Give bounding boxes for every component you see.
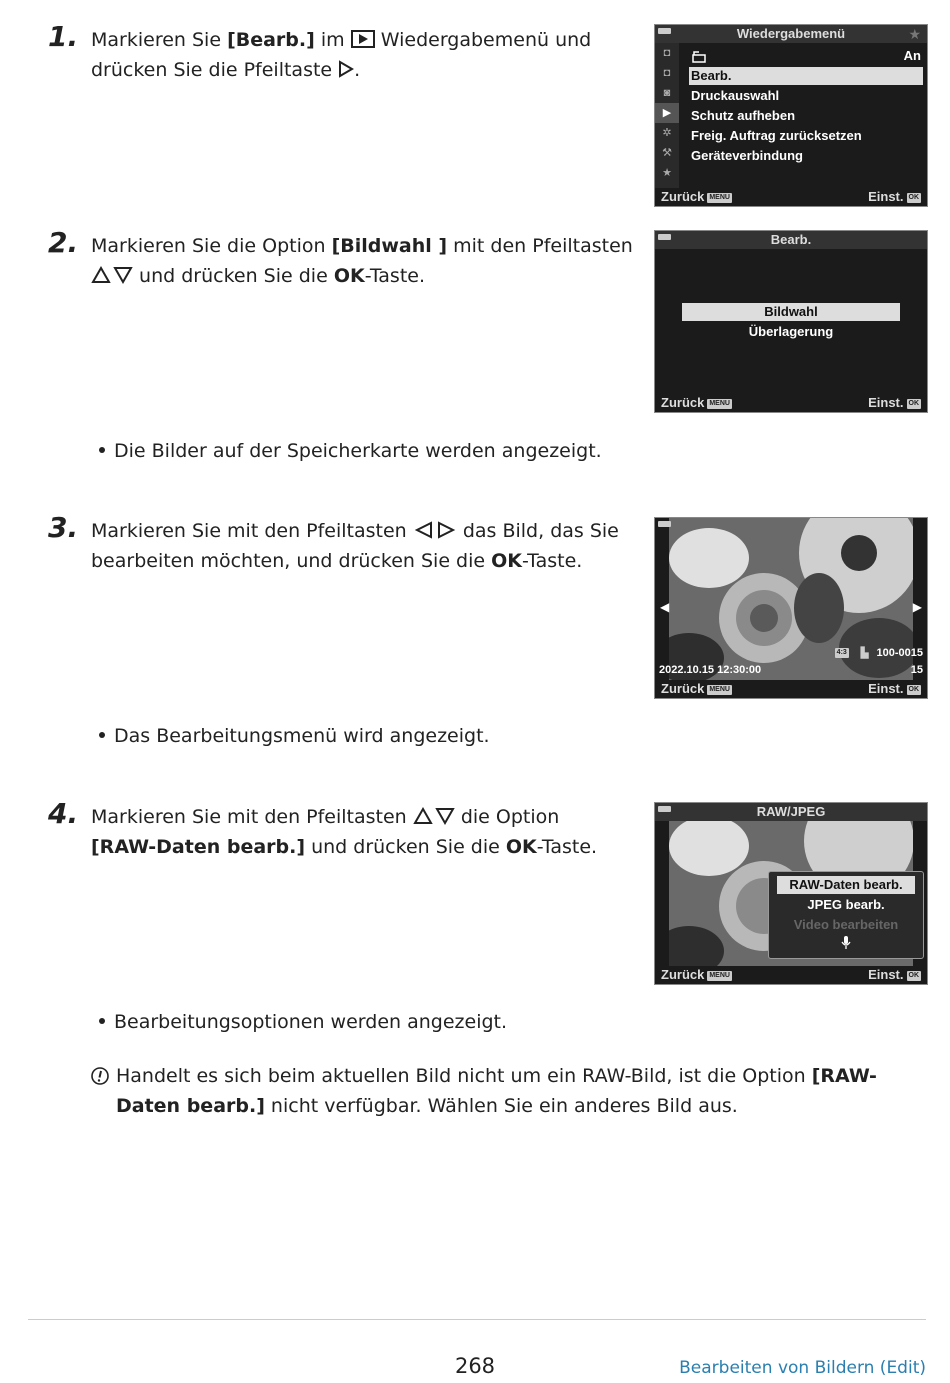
- set-label: [868, 189, 921, 204]
- bullet-2-text: Das Bearbeitungsmenü wird angezeigt.: [114, 725, 490, 747]
- bullet-1: [99, 436, 602, 466]
- step-2-text: [91, 231, 636, 291]
- step-4-number: 4.: [48, 797, 79, 830]
- page-number: 268: [454, 1354, 496, 1378]
- raw-jpeg-screen: [654, 802, 928, 985]
- step-3-number: 3.: [48, 511, 79, 544]
- screen-title: Wiedergabemenü: [655, 25, 927, 43]
- step-3-ok: OK: [491, 550, 522, 572]
- edit-menu-screen: [654, 230, 928, 413]
- step-4-part: Markieren Sie mit den Pfeiltasten: [91, 806, 413, 828]
- rotate-item[interactable]: [689, 47, 923, 65]
- step-1-text: [91, 25, 636, 85]
- caution-text: [116, 1061, 891, 1121]
- step-4-part: und drücken Sie die: [305, 836, 506, 858]
- step-4-part: die Option: [454, 806, 560, 828]
- set-text: Einst.: [868, 395, 904, 410]
- note-raw: [RAW-Daten bearb.]: [116, 1065, 877, 1117]
- aspect-ratio-badge: 4:3: [836, 649, 847, 657]
- shooting-menu-2-icon: ◘: [663, 67, 671, 79]
- step-3-part: -Taste.: [522, 550, 583, 572]
- bullet-dot: [99, 1018, 105, 1024]
- battery-icon: [658, 234, 671, 240]
- back-text: Zurück: [661, 189, 705, 204]
- file-number: 100-0015: [876, 647, 923, 659]
- step-1-part: Wiedergabemenü und drücken Sie die Pfeiltaste: [91, 29, 592, 81]
- step-2-part: Markieren Sie die Option: [91, 235, 332, 257]
- arrow-up-down-icon: [91, 266, 133, 284]
- set-text: Einst.: [868, 189, 904, 204]
- step-2-part: -Taste.: [364, 265, 425, 287]
- image-select-screen: [654, 517, 928, 699]
- file-info: [832, 647, 923, 659]
- menu-tag: MENU: [709, 399, 730, 407]
- set-label: [868, 681, 921, 696]
- my-menu-icon: ★: [662, 167, 672, 179]
- screen-title: Bearb.: [655, 231, 927, 249]
- menu-item-video-edit: Video bearbeiten: [793, 917, 899, 932]
- screen-title: RAW/JPEG: [655, 803, 927, 821]
- menu-item-raw-edit[interactable]: RAW-Daten bearb.: [777, 876, 915, 894]
- set-text: Einst.: [868, 967, 904, 982]
- battery-icon: [658, 28, 671, 34]
- ok-tag: OK: [908, 971, 919, 979]
- edit-popup: [768, 871, 924, 959]
- bullet-1-text: Die Bilder auf der Speicherkarte werden angezeigt.: [114, 440, 602, 462]
- bullet-3-text: Bearbeitungsoptionen werden angezeigt.: [114, 1011, 508, 1033]
- battery-icon: [658, 521, 671, 527]
- arrow-left-right-icon: [413, 521, 457, 539]
- battery-icon: [658, 806, 671, 812]
- prev-image-arrow-icon[interactable]: ◀: [660, 600, 670, 614]
- menu-item-ueberlagerung[interactable]: Überlagerung: [748, 324, 834, 339]
- menu-item-geraeteverbindung[interactable]: Geräteverbindung: [691, 148, 803, 163]
- arrow-right-icon: [338, 60, 354, 78]
- footer-divider: [28, 1319, 926, 1320]
- note-part: nicht verfügbar. Wählen Sie ein anderes Bild aus.: [264, 1095, 738, 1117]
- shooting-menu-1-icon: ◘: [663, 47, 671, 59]
- custom-menu-icon: ✲: [662, 127, 672, 139]
- date-time: 2022.10.15 12:30:00: [659, 664, 762, 676]
- bullet-2: [99, 721, 490, 751]
- step-3-text: [91, 516, 636, 576]
- menu-item-freig[interactable]: Freig. Auftrag zurücksetzen: [691, 128, 862, 143]
- caution-icon: [91, 1067, 109, 1085]
- rotate-icon: [691, 51, 707, 63]
- step-3-part: das Bild, das Sie bearbeiten möchten, und drücken Sie die: [91, 520, 619, 572]
- set-text: Einst.: [868, 681, 904, 696]
- note-part: Handelt es sich beim aktuellen Bild nicht um ein RAW-Bild, ist die Option: [116, 1065, 812, 1087]
- back-label: [661, 395, 732, 410]
- step-1-part: .: [354, 59, 361, 81]
- step-4-text: [91, 802, 611, 862]
- back-label: [661, 189, 732, 204]
- menu-item-jpeg-edit[interactable]: JPEG bearb.: [807, 897, 885, 912]
- back-text: Zurück: [661, 395, 705, 410]
- playback-menu-icon: ▶: [655, 103, 679, 123]
- ok-tag: OK: [908, 399, 919, 407]
- step-4-part: -Taste.: [536, 836, 598, 858]
- caution-note: [91, 1061, 891, 1121]
- step-2-bildwahl: [Bildwahl ]: [331, 235, 448, 257]
- menu-item-bearb[interactable]: Bearb.: [689, 67, 923, 85]
- menu-item-schutz[interactable]: Schutz aufheben: [691, 108, 796, 123]
- step-1-part: im: [314, 29, 351, 51]
- next-image-arrow-icon[interactable]: ▶: [912, 600, 922, 614]
- step-4-ok: OK: [505, 836, 537, 858]
- step-2-part: mit den Pfeiltasten: [447, 235, 633, 257]
- step-1-bearb: [Bearb.]: [227, 29, 315, 51]
- rotate-value: An: [903, 48, 921, 63]
- step-1-part: Markieren Sie: [91, 29, 228, 51]
- step-2-ok: OK: [333, 265, 365, 287]
- back-label: [661, 967, 732, 982]
- bullet-dot: [99, 732, 105, 738]
- back-text: Zurück: [661, 681, 705, 696]
- arrow-up-down-icon: [413, 807, 455, 825]
- bullet-3: [99, 1007, 507, 1037]
- back-text: Zurück: [661, 967, 705, 982]
- step-2-part: und drücken Sie die: [133, 265, 334, 287]
- menu-tag: MENU: [709, 193, 730, 201]
- bullet-dot: [99, 447, 105, 453]
- menu-tag: MENU: [709, 971, 730, 979]
- step-3-part: Markieren Sie mit den Pfeiltasten: [91, 520, 413, 542]
- setup-menu-icon: ⚒: [662, 147, 672, 159]
- step-1-number: 1.: [48, 20, 79, 53]
- playback-menu-screen: [654, 24, 928, 207]
- set-label: [868, 967, 921, 982]
- section-link[interactable]: Bearbeiten von Bildern (Edit): [679, 1358, 926, 1378]
- menu-item-druckauswahl[interactable]: Druckauswahl: [691, 88, 780, 103]
- set-label: [868, 395, 921, 410]
- ok-tag: OK: [908, 685, 919, 693]
- video-menu-icon: ◙: [663, 87, 671, 99]
- microphone-icon[interactable]: [769, 936, 923, 955]
- step-4-raw: [RAW-Daten bearb.]: [91, 836, 306, 858]
- ok-tag: OK: [908, 193, 919, 201]
- star-icon: ★: [908, 26, 921, 42]
- menu-sidebar: [655, 43, 679, 188]
- card-icon: ▙: [860, 648, 869, 659]
- playback-icon: [351, 30, 375, 48]
- menu-item-bildwahl[interactable]: Bildwahl: [682, 303, 900, 321]
- step-2-number: 2.: [48, 226, 79, 259]
- menu-tag: MENU: [709, 685, 730, 693]
- frame-count: 15: [910, 664, 923, 676]
- back-label: [661, 681, 732, 696]
